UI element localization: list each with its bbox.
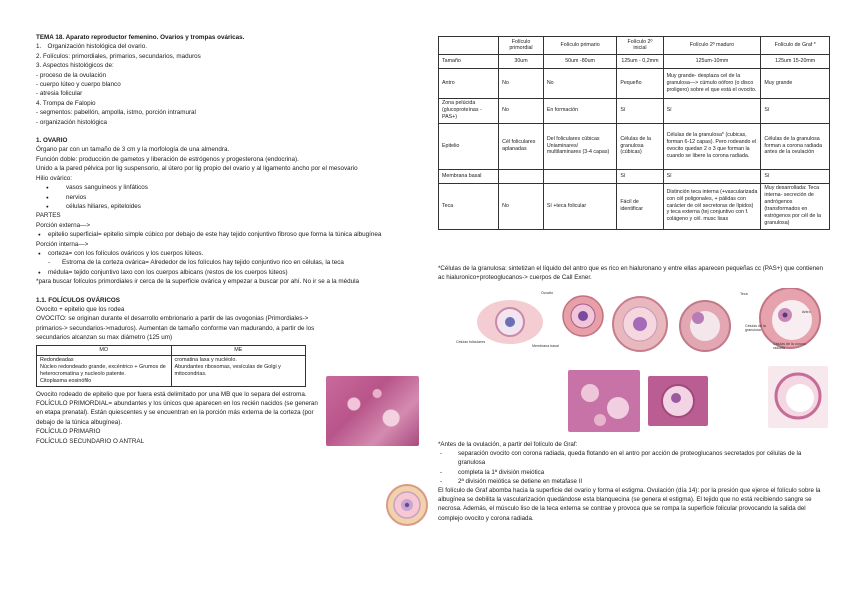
table-cell: Del foliculares cúbicas Uniaminares/ multilaminares (3-4 capas) <box>543 123 616 169</box>
table-cell <box>499 169 544 183</box>
follicle-diagrams <box>440 288 832 436</box>
table-row <box>439 98 830 123</box>
table-header: Folículo primario <box>543 37 616 55</box>
table-header: Folículo 2º maduro <box>663 37 761 55</box>
diagram-label: Células foliculares <box>456 340 486 344</box>
cell-line: cromatina laxa y nucléolo. <box>174 356 237 363</box>
list-item: - completa la 1ª división meiótica <box>438 468 830 477</box>
table-cell: Células de la granulosa (cúbicas) <box>617 123 663 169</box>
antral-follicle-drawing <box>680 301 730 351</box>
partes-label: PARTES <box>36 212 61 220</box>
table-cell: Muy grande- desplaza cel de la granulosa—> cúmulo oóforo (o disco proligero) sobre el que está el ovocito. <box>663 68 761 98</box>
table-cell: Células de la granulosa* (cubicas, forman 6-12 capas). Pero rodeando el ovocito quedan 2 o 3 que forman la cuando se libere la corona radiada. <box>663 123 761 169</box>
table-cell: No <box>543 68 616 98</box>
list-item: - separación ovocito con corona radiada, queda flotando en el antro por acción de proteoglucanos secretados por células de la granulosa <box>438 449 830 467</box>
toc-item: - proceso de la ovulación <box>36 71 107 79</box>
table-cell: Sí <box>761 169 830 183</box>
ovulation-paragraph: El folículo de Graf abomba hacia la superficie del ovario y forma el estigma. Ovulación (día 14): por la presión que ejerce el folículo sobre la albugínea se debilita la vascularización quedándose esta blanquecina (se genera el estigma). El tejido que no está recibiendo sangre se necrosa. Además, el músculo liso de la teca externa se contrae y provoca que se rompa la superficie folicular provocando la salida del complejo ovocito y corona radiada. <box>438 487 821 522</box>
table-cell: Cél foliculares aplanadas <box>499 123 544 169</box>
table-cell: Sí <box>663 169 761 183</box>
right-note <box>438 264 830 282</box>
paragraph: Unido a la pared pélvica por lig suspensorio, al útero por lig propio del ovario y al ligamento ancho por el mesovario <box>36 165 358 173</box>
diagram-label: Teca <box>740 292 748 296</box>
list-item: ● médula= tejido conjuntivo laxo con los cuerpos albicans (restos de los cuerpos lúteos) <box>36 268 414 277</box>
table-cell: Epitelio <box>439 123 499 169</box>
toc-item: 2. Folículos: primordiales, primarios, secundarios, maduros <box>36 52 201 60</box>
table-cell: Sí <box>663 98 761 123</box>
table-cell: No <box>499 183 544 229</box>
list-item: - 2ª división meiótica se detiene en metafase II <box>438 477 830 486</box>
follicle-comparison-table <box>438 36 830 230</box>
table-header <box>439 37 499 55</box>
table-cell: Fácil de identificar <box>617 183 663 229</box>
table-cell: Zona pelúcida (glucoproteínas -PAS+) <box>439 98 499 123</box>
table-header: Folículo primordial <box>499 37 544 55</box>
diagram-label: Células de la corona radiada <box>773 342 806 350</box>
table-cell: Células de la granulosa forman a corona radiada antes de la ovulación <box>761 123 830 169</box>
table-cell: Sí <box>617 169 663 183</box>
table-cell: Membrana basal <box>439 169 499 183</box>
cell-line: Redondeadas <box>40 356 74 363</box>
porcion-interna-label: Porción interna—> <box>36 240 89 248</box>
primordial-follicle-drawing <box>477 300 543 344</box>
table-header: ME <box>171 345 306 355</box>
table-cell: Sí +teca folicular <box>543 183 616 229</box>
sub-list-item: - Estroma de la corteza ovárica= Alrededor de los folículos hay tejido conjuntivo rico en células, la teca <box>36 258 414 267</box>
paragraph: FOLÍCULO SECUNDARIO O ANTRAL <box>36 437 145 445</box>
cell-line: Núcleo redondeado grande, excéntrico + Grumos de heterocromatina y nucleolo patente. <box>40 363 166 377</box>
table-header: Folículo 2º inicial <box>617 37 663 55</box>
table-cell: En formación <box>543 98 616 123</box>
table-cell <box>37 355 172 386</box>
table-of-contents <box>36 42 414 127</box>
table-cell: Tamaño <box>439 54 499 68</box>
section-ovario-title: 1. OVARIO <box>36 137 68 145</box>
mo-me-table <box>36 345 306 387</box>
paragraph: OVOCITO: se originan durante el desarrollo embrionario a partir de las ovogonias (Primordiales-> primarios-> secundarios->maduros). Aumentan de tamaño conforme van madurando, a partir de los secundarios alcanzan su max diámetro (125 um) <box>36 315 315 342</box>
histology-micrograph <box>326 376 419 446</box>
table-cell <box>171 355 306 386</box>
list-item: ● corteza= con los folículos ováricos y los cuerpos lúteos. <box>36 249 414 258</box>
ovulation-section <box>438 440 830 523</box>
paragraph: Órgano par con un tamaño de 3 cm y la morfología de una almendra. <box>36 146 230 154</box>
porcion-externa-label: Porción externa—> <box>36 221 91 229</box>
granulosa-note: *Células de la granulosa: sintetizan el líquido del antro que es rico en hialuronano y entre ellas aparecen pequeñas cc (PAS+) que contienen ac hialuronico+proteoglucanos-> cuerpos de Call Exner. <box>438 265 823 282</box>
table-row <box>439 68 830 98</box>
graafian-follicle-drawing <box>760 288 820 348</box>
list-item: ● epitelio superficial= epitelio simple cúbico por debajo de este hay tejido conjuntivo fibroso que forma la túnica albugínea <box>36 230 414 239</box>
paragraph: FOLÍCULO PRIMORDIAL= abundantes y los únicos que aparecen en los recién nacidos (se generan en etapa prenatal). Están quiescentes y se encuentran en la porción más externa de la corteza (por debajo de la túnica albugínea). <box>36 400 318 426</box>
paragraph: Ovocito + epitelio que los rodea <box>36 305 125 313</box>
diagram-label: Ovocito <box>541 291 554 295</box>
antes-title: *Antes de la ovulación, a partir del folículo de Graf: <box>438 441 578 448</box>
table-cell: 50um -80um <box>543 54 616 68</box>
toc-item: - organización histológica <box>36 118 108 126</box>
toc-item: - segmentos: pabellón, ampolla, istmo, porción intramural <box>36 109 196 117</box>
table-cell: Sí <box>617 98 663 123</box>
toc-item: - cuerpo lúteo y cuerpo blanco <box>36 81 121 89</box>
list-item: ● vasos sanguíneos y linfáticos <box>36 183 414 192</box>
diagram-label: Membrana basal <box>532 344 559 348</box>
table-row <box>439 183 830 229</box>
note: *para buscar folículos primordiales ir cerca de la superficie ovárica y empezar a buscar por ahí. No ir se a la médula <box>36 278 360 286</box>
table-row <box>439 54 830 68</box>
diagram-label: Antro <box>802 310 811 314</box>
table-row <box>439 123 830 169</box>
table-cell <box>543 169 616 183</box>
table-cell: No <box>499 68 544 98</box>
table-row <box>439 169 830 183</box>
table-cell: Teca <box>439 183 499 229</box>
table-cell: Muy grande <box>761 68 830 98</box>
section-foliculos-title: 1.1. FOLÍCULOS OVÁRICOS <box>36 296 120 304</box>
table-header: Folículo de Graf * <box>761 37 830 55</box>
table-cell: Muy desarrollada: Teca interna- secreción de andrógenos (transformados en estrógenos por cél de la granulosa) <box>761 183 830 229</box>
list-item: ● nervios <box>36 193 414 202</box>
hilio-label: Hilio ovárico: <box>36 174 73 182</box>
table-header: MO <box>37 345 172 355</box>
table-cell: Antro <box>439 68 499 98</box>
cell-line: Citoplasma eosinófilo <box>40 377 92 384</box>
table-cell: 30um <box>499 54 544 68</box>
follicle-diagram <box>385 480 430 530</box>
toc-item: 1. Organización histológica del ovario. <box>36 43 147 51</box>
page-title: TEMA 18. Aparato reproductor femenino. Ovarios y trompas ováricas. <box>36 34 245 41</box>
toc-item: 3. Aspectos histológicos de: <box>36 62 114 70</box>
secondary-follicle-drawing <box>613 297 667 351</box>
table-cell: 125um 15-20mm <box>761 54 830 68</box>
table-cell: Sí <box>761 98 830 123</box>
table-cell: Pequeño <box>617 68 663 98</box>
table-cell: No <box>499 98 544 123</box>
primary-follicle-drawing <box>563 296 603 336</box>
list-item: ● células hiliares, epiteloides <box>36 202 414 211</box>
diagram-label: Células de la granulosa <box>745 324 766 332</box>
paragraph: Función doble: producción de gametos y liberación de estrógenos y progesterona (endocrina). <box>36 155 299 163</box>
table-cell: Distinción teca interna (+vascularizada con cél poligonales, + pálidas con carácter de cél secretoras de lípidos) y teca externa (tej conjuntivo con f. colágeno y cél. musc lisas <box>663 183 761 229</box>
toc-item: 4. Trompa de Falopio <box>36 99 96 107</box>
toc-item: - atresia folicular <box>36 90 83 98</box>
cell-line: Abundantes ribosomas, vesículas de Golgi y mitocondrias. <box>174 363 281 377</box>
table-cell: 125um-10mm <box>663 54 761 68</box>
paragraph: Ovocito rodeado de epitelio que por fuera está delimitado por una MB que lo separa del estroma. <box>36 390 307 398</box>
table-cell: 125um - 0,2mm <box>617 54 663 68</box>
paragraph: FOLÍCULO PRIMARIO <box>36 428 101 436</box>
